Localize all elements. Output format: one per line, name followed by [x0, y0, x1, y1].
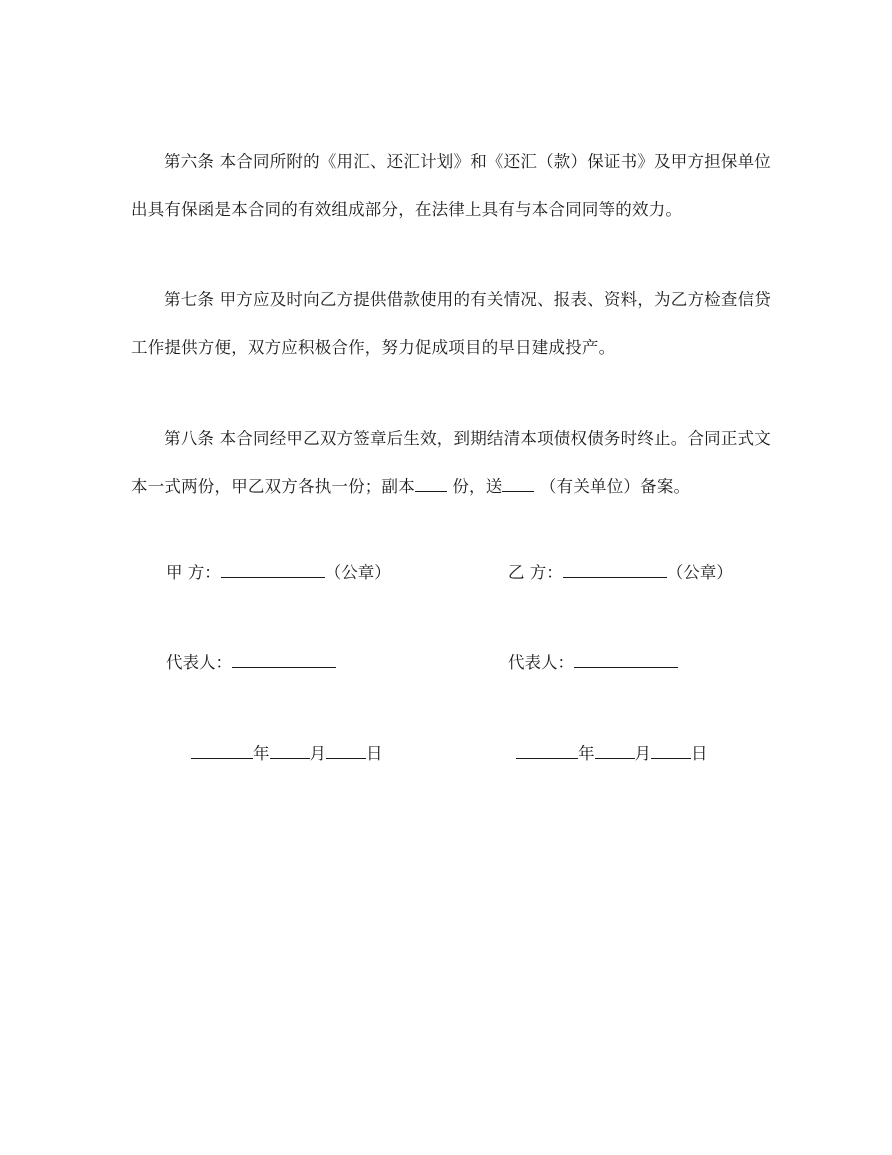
party-a-month-blank[interactable] — [270, 738, 310, 759]
year-label: 年 — [578, 744, 595, 763]
party-a-label: 甲 方： — [166, 563, 221, 582]
month-label: 月 — [634, 744, 651, 763]
party-b-date — [516, 738, 708, 769]
article-6: 第六条 本合同所附的《用汇、还汇计划》和《还汇（款）保证书》及甲方担保单位出具有保函是本合同的有效组成部分，在法律上具有与本合同同等的效力。 — [131, 152, 771, 219]
party-a-day-blank[interactable] — [326, 738, 366, 759]
party-a-block — [166, 557, 391, 588]
article-8-text: 第八条 本合同经甲乙双方签章后生效，到期结清本项债权债务时终止。合同正式文本一式两份，甲乙双方各执一份；副本 — [131, 429, 771, 496]
party-a-rep-label: 代表人： — [166, 653, 232, 672]
article-8 — [131, 415, 771, 511]
party-row — [0, 557, 892, 587]
representative-row — [0, 647, 892, 677]
article-7: 第七条 甲方应及时向乙方提供借款使用的有关情况、报表、资料，为乙方检查信贷工作提供方便，双方应积极合作，努力促成项目的早日建成投产。 — [131, 290, 771, 357]
party-a-rep-block — [166, 647, 336, 678]
filing-unit-blank[interactable] — [502, 471, 534, 492]
party-b-seal: （公章） — [666, 563, 733, 582]
party-a-rep-blank[interactable] — [232, 647, 336, 668]
day-label: 日 — [691, 744, 708, 763]
date-row — [0, 738, 892, 768]
month-label: 月 — [309, 744, 326, 763]
party-a-year-blank[interactable] — [191, 738, 253, 759]
party-b-rep-label: 代表人： — [508, 653, 574, 672]
party-b-year-blank[interactable] — [516, 738, 578, 759]
filing-suffix: （有关单位）备案。 — [539, 477, 691, 496]
party-b-block — [508, 557, 733, 588]
year-label: 年 — [253, 744, 270, 763]
party-b-rep-blank[interactable] — [574, 647, 678, 668]
party-b-day-blank[interactable] — [651, 738, 691, 759]
copies-unit: 份，送 — [452, 477, 503, 496]
party-b-blank[interactable] — [563, 557, 667, 578]
party-b-rep-block — [508, 647, 678, 678]
party-a-blank[interactable] — [221, 557, 325, 578]
party-b-month-blank[interactable] — [595, 738, 635, 759]
party-b-label: 乙 方： — [508, 563, 563, 582]
party-a-date — [191, 738, 383, 769]
copies-blank[interactable] — [415, 471, 447, 492]
day-label: 日 — [366, 744, 383, 763]
party-a-seal: （公章） — [324, 563, 391, 582]
